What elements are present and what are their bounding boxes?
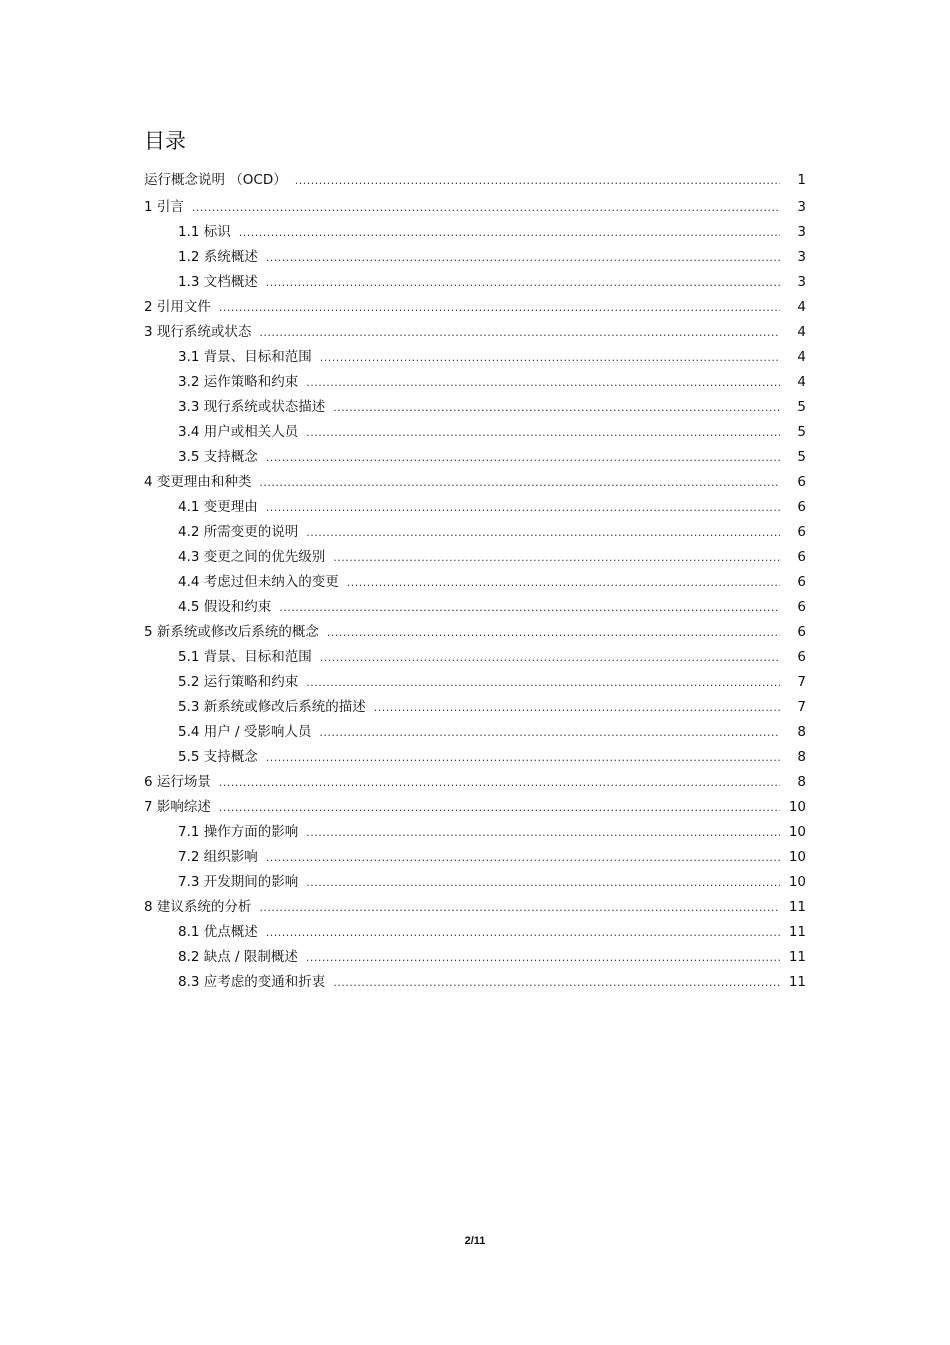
toc-dot-leader	[374, 695, 780, 720]
toc-entry-page: 10	[788, 824, 806, 840]
toc-entry-page: 6	[797, 524, 806, 540]
toc-entry-label: 8.3 应考虑的变通和折衷	[178, 974, 326, 990]
toc-entry-page: 8	[797, 724, 806, 740]
toc-entry-page: 8	[797, 774, 806, 790]
toc-dot-leader	[319, 720, 780, 745]
toc-entry-page: 10	[788, 799, 806, 815]
toc-entry-label: 5.3 新系统或修改后系统的描述	[178, 699, 366, 715]
toc-entry[interactable]	[144, 370, 806, 395]
toc-entry[interactable]	[144, 820, 806, 845]
toc-entry[interactable]	[144, 745, 806, 770]
toc-dot-leader	[192, 195, 780, 220]
toc-entry[interactable]	[144, 320, 806, 345]
toc-entry[interactable]	[144, 445, 806, 470]
toc-entry[interactable]	[144, 595, 806, 620]
toc-entry-label: 5 新系统或修改后系统的概念	[144, 624, 319, 640]
toc-dot-leader	[320, 645, 780, 670]
toc-dot-leader	[259, 320, 780, 345]
toc-dot-leader	[239, 220, 780, 245]
toc-entry-label: 3.2 运作策略和约束	[178, 374, 299, 390]
toc-entry[interactable]	[144, 970, 806, 995]
toc-entry-page: 6	[797, 599, 806, 615]
toc-dot-leader	[266, 270, 780, 295]
toc-entry-label: 运行概念说明 （OCD）	[144, 172, 287, 188]
toc-entry[interactable]	[144, 570, 806, 595]
toc-entry-label: 4 变更理由和种类	[144, 474, 252, 490]
toc-entry-label: 4.4 考虑过但未纳入的变更	[178, 574, 339, 590]
toc-dot-leader	[266, 245, 780, 270]
toc-dot-leader	[219, 770, 780, 795]
toc-entry[interactable]	[144, 495, 806, 520]
toc-entry-label: 1 引言	[144, 199, 184, 215]
toc-dot-leader	[306, 820, 780, 845]
toc-entry[interactable]	[144, 720, 806, 745]
toc-entry[interactable]	[144, 945, 806, 970]
toc-entry-label: 7.1 操作方面的影响	[178, 824, 299, 840]
toc-entry-label: 4.1 变更理由	[178, 499, 258, 515]
toc-entry[interactable]	[144, 845, 806, 870]
page-title: 目录	[144, 129, 186, 153]
toc-dot-leader	[333, 545, 780, 570]
toc-entry-page: 11	[788, 949, 806, 965]
toc-entry[interactable]	[144, 920, 806, 945]
toc-entry-label: 1.2 系统概述	[178, 249, 258, 265]
toc-entry-page: 7	[797, 699, 806, 715]
toc-entry-page: 6	[797, 624, 806, 640]
toc-entry-label: 8.2 缺点 / 限制概述	[178, 949, 298, 965]
toc-entry-label: 5.4 用户 / 受影响人员	[178, 724, 312, 740]
toc-entry-label: 8 建议系统的分析	[144, 899, 252, 915]
toc-entry-page: 3	[797, 199, 806, 215]
toc-entry[interactable]	[144, 470, 806, 495]
toc-entry[interactable]	[144, 895, 806, 920]
toc-entry-page: 6	[797, 499, 806, 515]
toc-entry-page: 8	[797, 749, 806, 765]
toc-entry[interactable]	[144, 245, 806, 270]
toc-dot-leader	[266, 845, 780, 870]
toc-entry-label: 1.3 文档概述	[178, 274, 258, 290]
toc-entry-page: 6	[797, 549, 806, 565]
toc-entry[interactable]	[144, 520, 806, 545]
toc-dot-leader	[306, 870, 780, 895]
toc-dot-leader	[259, 470, 780, 495]
toc-entry-page: 5	[797, 424, 806, 440]
toc-entry-label: 4.5 假设和约束	[178, 599, 272, 615]
toc-entry-page: 11	[788, 974, 806, 990]
toc-dot-leader	[327, 620, 780, 645]
toc-entry-label: 3 现行系统或状态	[144, 324, 252, 340]
toc-entry-page: 6	[797, 574, 806, 590]
page-number: 2/11	[464, 1235, 486, 1247]
toc-entry-page: 1	[797, 172, 806, 188]
toc-entry-label: 3.5 支持概念	[178, 449, 258, 465]
toc-dot-leader	[266, 745, 780, 770]
toc-entry-label: 3.4 用户或相关人员	[178, 424, 299, 440]
toc-entry-page: 3	[797, 224, 806, 240]
toc-entry[interactable]	[144, 795, 806, 820]
toc-entry[interactable]	[144, 395, 806, 420]
toc-dot-leader	[306, 670, 780, 695]
toc-entry[interactable]	[144, 870, 806, 895]
toc-entry[interactable]	[144, 620, 806, 645]
toc-entry-label: 7 影响综述	[144, 799, 211, 815]
toc-entry[interactable]	[144, 645, 806, 670]
toc-entry[interactable]	[144, 195, 806, 220]
toc-dot-leader	[333, 970, 780, 995]
table-of-contents	[144, 168, 806, 995]
toc-entry-label: 5.5 支持概念	[178, 749, 258, 765]
toc-entry-label: 6 运行场景	[144, 774, 211, 790]
toc-entry-label: 4.2 所需变更的说明	[178, 524, 299, 540]
toc-entry-page: 4	[797, 299, 806, 315]
toc-entry[interactable]	[144, 270, 806, 295]
toc-dot-leader	[279, 595, 780, 620]
toc-entry-label: 8.1 优点概述	[178, 924, 258, 940]
toc-entry-label: 3.1 背景、目标和范围	[178, 349, 312, 365]
toc-entry-page: 4	[797, 349, 806, 365]
toc-dot-leader	[266, 920, 780, 945]
toc-entry-label: 2 引用文件	[144, 299, 211, 315]
toc-entry-page: 10	[788, 874, 806, 890]
toc-entry[interactable]	[144, 220, 806, 245]
toc-entry-page: 6	[797, 474, 806, 490]
toc-entry-page: 10	[788, 849, 806, 865]
toc-entry-label: 5.1 背景、目标和范围	[178, 649, 312, 665]
toc-entry-page: 3	[797, 274, 806, 290]
toc-entry-page: 11	[788, 899, 806, 915]
toc-entry[interactable]	[144, 770, 806, 795]
toc-entry-label: 4.3 变更之间的优先级别	[178, 549, 326, 565]
toc-entry-label: 5.2 运行策略和约束	[178, 674, 299, 690]
toc-entry[interactable]	[144, 545, 806, 570]
toc-dot-leader	[266, 495, 780, 520]
toc-entry-page: 4	[797, 374, 806, 390]
toc-dot-leader	[259, 895, 780, 920]
toc-entry-page: 4	[797, 324, 806, 340]
toc-dot-leader	[219, 295, 780, 320]
toc-entry-page: 11	[788, 924, 806, 940]
toc-entry[interactable]	[144, 695, 806, 720]
toc-entry-page: 5	[797, 399, 806, 415]
toc-entry[interactable]	[144, 168, 806, 195]
toc-entry-page: 3	[797, 249, 806, 265]
toc-entry-page: 7	[797, 674, 806, 690]
toc-dot-leader	[306, 420, 780, 445]
toc-dot-leader	[347, 570, 780, 595]
toc-entry-label: 7.3 开发期间的影响	[178, 874, 299, 890]
toc-dot-leader	[306, 370, 780, 395]
toc-entry[interactable]	[144, 670, 806, 695]
toc-dot-leader	[320, 345, 780, 370]
toc-entry[interactable]	[144, 420, 806, 445]
toc-entry-page: 6	[797, 649, 806, 665]
toc-dot-leader	[219, 795, 780, 820]
toc-entry[interactable]	[144, 345, 806, 370]
toc-dot-leader	[306, 520, 780, 545]
toc-entry-label: 7.2 组织影响	[178, 849, 258, 865]
toc-entry-page: 5	[797, 449, 806, 465]
toc-dot-leader	[295, 168, 780, 193]
toc-entry[interactable]	[144, 295, 806, 320]
toc-dot-leader	[266, 445, 780, 470]
toc-entry-label: 1.1 标识	[178, 224, 231, 240]
toc-dot-leader	[333, 395, 780, 420]
toc-dot-leader	[306, 945, 780, 970]
toc-entry-label: 3.3 现行系统或状态描述	[178, 399, 326, 415]
